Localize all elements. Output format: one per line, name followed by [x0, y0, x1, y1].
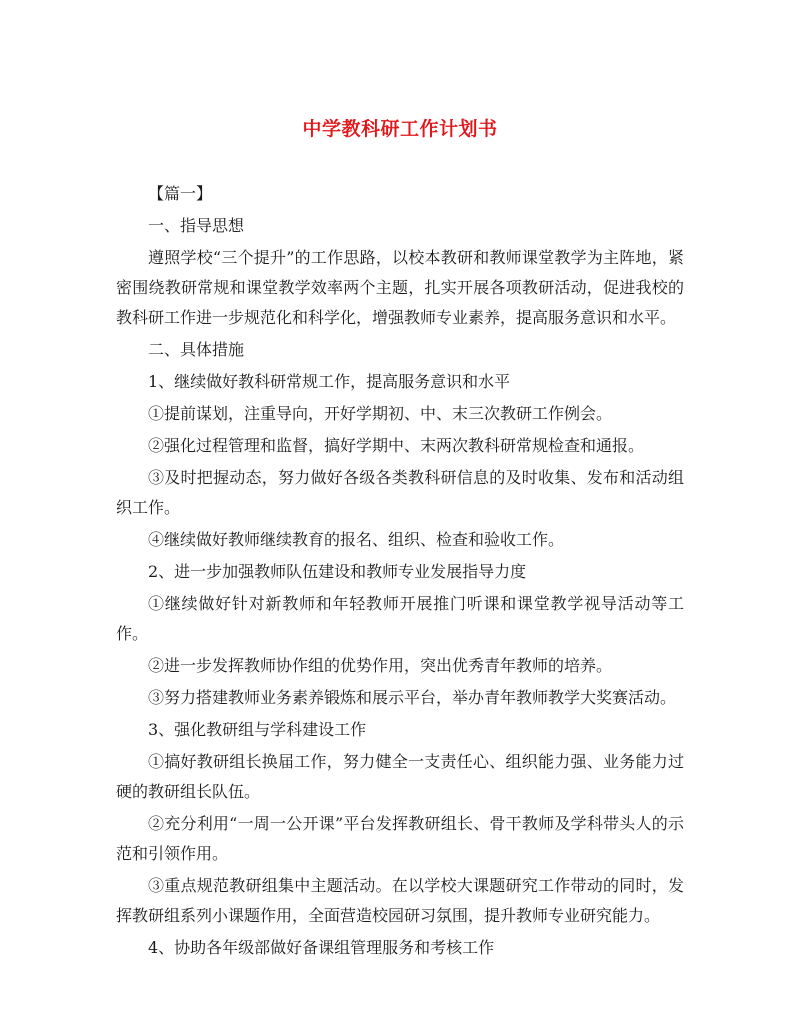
subheading-1: 1、继续做好教科研常规工作，提高服务意识和水平	[148, 372, 511, 391]
item-1-4: ④继续做好教师继续教育的报名、组织、检查和验收工作。	[148, 530, 565, 549]
item-1-2: ②强化过程管理和监督，搞好学期中、末两次教科研常规检查和通报。	[148, 436, 645, 455]
item-2-2: ②进一步发挥教师协作组的优势作用，突出优秀青年教师的培养。	[148, 656, 613, 675]
subheading-2: 2、进一步加强教师队伍建设和教师专业发展指导力度	[148, 562, 527, 581]
item-3-3: ③重点规范教研组集中主题活动。在以学校大课题研究工作带动的同时，发挥教研组系列小课题作用，全面营造校园研习氛围，提升教师专业研究能力。	[116, 876, 684, 925]
paragraph-guiding-ideology: 遵照学校“三个提升”的工作思路，以校本教研和教师课堂教学为主阵地，紧密围绕教研常规和课堂教学效率两个主题，扎实开展各项教研活动，促进我校的教科研工作进一步规范化和科学化，增强教师专业素养，提高服务意识和水平。	[116, 248, 684, 327]
subheading-4: 4、协助各年级部做好备课组管理服务和考核工作	[148, 938, 495, 957]
item-1-1: ①提前谋划，注重导向，开好学期初、中、末三次教研工作例会。	[148, 404, 613, 423]
document-body	[116, 179, 684, 963]
heading-guiding-ideology: 一、指导思想	[148, 216, 245, 235]
item-2-3: ③努力搭建教师业务素养锻炼和展示平台，举办青年教师教学大奖赛活动。	[148, 688, 677, 707]
item-3-1: ①搞好教研组长换届工作，努力健全一支责任心、组织能力强、业务能力过硬的教研组长队伍。	[116, 752, 684, 801]
heading-specific-measures: 二、具体措施	[148, 340, 245, 359]
section-label: 【篇一】	[148, 184, 213, 203]
item-1-3: ③及时把握动态，努力做好各级各类教科研信息的及时收集、发布和活动组织工作。	[116, 468, 684, 517]
item-3-2: ②充分利用“一周一公开课”平台发挥教研组长、骨干教师及学科带头人的示范和引领作用。	[116, 814, 684, 863]
subheading-3: 3、强化教研组与学科建设工作	[148, 720, 367, 739]
document-title: 中学教科研工作计划书	[302, 118, 498, 140]
item-2-1: ①继续做好针对新教师和年轻教师开展推门听课和课堂教学视导活动等工作。	[116, 594, 684, 643]
